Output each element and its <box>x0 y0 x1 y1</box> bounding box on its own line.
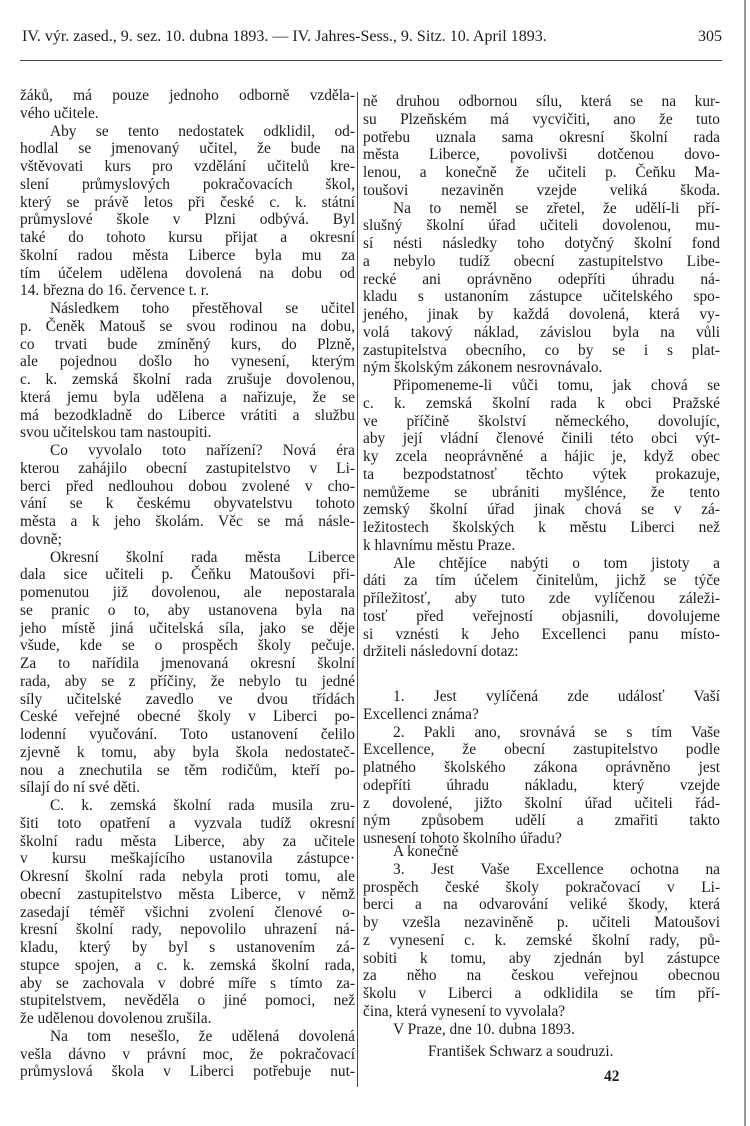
text-line: usnesení tohoto školního úřadu? <box>363 830 562 847</box>
text-line: svou učitelskou tam nastoupiti. <box>20 424 212 442</box>
text-line: ležitostech školských k městu Liberci než <box>363 519 720 536</box>
text-line: ným způsobem udělí a zmařiti takto <box>363 812 720 830</box>
text-line: jeného, jinak by každá dovolená, která vy- <box>363 306 720 323</box>
text-line: stupitelstvem, nevěděla o jiné pomoci, než <box>20 992 355 1010</box>
text-line: příležitosť, aby tuto zde vylíčenou záleži- <box>363 590 720 607</box>
text-line: a nebylo tudíž obecní zastupitelstvo Libe- <box>363 252 720 270</box>
text-line: odepříti úhradu nákladu, který vzejde <box>363 776 720 794</box>
text-line: Za to nařídila jmenovaná okresní školní <box>20 655 355 672</box>
text-line: stupce spojen, a c. k. zemská školní rada, <box>20 956 355 974</box>
text-line: si vznésti k Jeho Excellenci panu místo- <box>363 625 720 643</box>
text-line: Ceské veřejné obecné školy v Liberci po- <box>20 708 355 726</box>
print-number: 42 <box>604 1068 620 1085</box>
text-line: tím účelem udělena dovolená na dobu od <box>20 264 355 282</box>
text-line: volá takový náklad, závislou byla na vůli <box>363 323 720 341</box>
right-column-final-question <box>363 843 720 1038</box>
text-line: Excellenci známa? <box>363 705 479 723</box>
text-line: čina, která vynesení to vyvolala? <box>363 1002 566 1020</box>
text-line: ale pojednou došlo ho vynesení, kterým <box>20 353 355 371</box>
text-line: sílají do ní své děti. <box>20 779 141 797</box>
page-number: 305 <box>698 28 722 45</box>
text-line: by vzešla nezaviněně p. učiteli Matoušovi <box>363 914 720 931</box>
text-line: berci před nedlouhou dobou zvolené v cho- <box>20 477 355 495</box>
text-line: ně druhou odbornou sílu, která se na kur- <box>363 93 720 110</box>
text-line: potřebu uznala sama okresní školní rada <box>363 128 720 146</box>
text-line: držiteli následovní dotaz: <box>363 643 519 661</box>
text-line: aby se zachovala v dobré míře s tímto za- <box>20 974 355 992</box>
text-line: také do tohoto kursu přijat a okresní <box>20 229 355 246</box>
text-line: A konečně <box>393 843 459 860</box>
text-line: lenou, a konečně že učiteli p. Čeňku Ma- <box>363 164 720 181</box>
text-line: průmyslové škole v Plzni odbývá. Byl <box>20 211 355 229</box>
text-line: k hlavnímu městu Praze. <box>363 536 516 554</box>
text-line: v kursu meškajícího ustanovila zástupce· <box>20 850 355 868</box>
text-line: jeho místě jiná učitelská síla, jako se děje <box>20 619 355 637</box>
text-line: se pranic o to, aby ustanovena byla na <box>20 601 355 619</box>
text-line: Okresní školní rada nebyla proti tomu, ale <box>20 868 355 885</box>
text-line: města a k jeho školám. Věc se má násle- <box>20 513 355 530</box>
text-line: sobiti k tomu, aby zjednán byl zástupce <box>363 949 720 967</box>
running-title: IV. výr. zased., 9. sez. 10. dubna 1893. — IV. Jahres-Sess., 9. Sitz. 10. April 1893. <box>22 28 547 45</box>
right-column-body <box>363 93 720 661</box>
text-line: zemský školní úřad jinak chová se v zá- <box>363 501 720 519</box>
text-line: c. k. zemská školní rada zrušuje dovolenou, <box>20 371 355 388</box>
text-line: rada, aby se z příčiny, že nebylo tu jedné <box>20 672 355 690</box>
text-line: slušný školní úřad učiteli dovolenou, mu- <box>363 217 720 235</box>
text-line: zasedají téměř všichni zvolení členové o- <box>20 903 355 921</box>
text-line: Aby se tento nedostatek odklidil, od- <box>50 122 355 140</box>
text-line: recké ani oprávněno odepříti úhradu ná- <box>363 270 720 288</box>
text-line: školní radu města Liberce, aby za učitele <box>20 832 355 850</box>
text-line: dáti za tím účelem činitelům, jichž se týče <box>363 572 720 590</box>
left-column <box>20 87 355 1081</box>
text-line: za něho na českou veřejnou obecnou <box>363 967 720 985</box>
text-line: sí nésti následky toho dotyčný školní fond <box>363 235 720 252</box>
text-line: nou a znechutila se těm rodičům, kteří po- <box>20 761 355 779</box>
text-line: dovně; <box>20 530 62 548</box>
text-line: Na tom nesešlo, že udělená dovolená <box>50 1027 355 1045</box>
text-line: všude, kde se o prospěch školy pečuje. <box>20 637 355 655</box>
text-line: šiti toto opatření a vyzvala tudíž okresní <box>20 814 355 832</box>
text-line: kladu s ustanoním zástupce učitelského spo- <box>363 288 720 306</box>
text-line: z vynesení c. k. zemské školní rady, pů- <box>363 931 720 949</box>
text-line: ve příčině školství německého, dovolujíc, <box>363 412 720 430</box>
text-line: Excellence, že obecní zastupitelstvo podle <box>363 741 720 759</box>
text-line: která jemu byla udělena a nařizuje, že se <box>20 388 355 406</box>
text-line: který se právě letos při české c. k. státní <box>20 193 355 211</box>
text-line: ta bezpodstatnosť těchto výtek prokazuje, <box>363 465 720 483</box>
text-line: má bezodkladně do Liberce vrátiti a službu <box>20 406 355 424</box>
text-line: kterou zahájilo obecní zastupitelstvo v Li- <box>20 459 355 477</box>
text-line: su Plzeňském má vycvičiti, ano že tuto <box>363 110 720 128</box>
text-line: 2. Pakli ano, srovnává se s tím Vaše <box>393 723 720 741</box>
text-line: z dovolené, jižto školní úřad učiteli řád- <box>363 794 720 812</box>
text-line: berci a na odvarování veliké škody, která <box>363 896 720 914</box>
text-line: co trvati bude zmíněný kurs, do Plzně, <box>20 335 355 353</box>
text-line: c. k. zemská školní rada k obci Pražské <box>363 394 720 412</box>
text-line: lodenní vyučování. Toto ustanovení čelilo <box>20 726 355 743</box>
text-line: hodlal se jmenovaný učitel, že bude na <box>20 140 355 158</box>
text-line: toušovi nezaviněn vzejde veliká škoda. <box>363 181 720 199</box>
text-line: ky zcela neoprávněné a hájic je, když obec <box>363 448 720 465</box>
text-line: síly učitelské zavedlo ve dvou třídách <box>20 690 355 708</box>
text-line: p. Čeněk Matouš se svou rodinou na dobu, <box>20 317 355 335</box>
text-line: Na to neměl se zřetel, že udělí-li pří- <box>393 199 720 217</box>
text-line: Co vyvolalo toto nařízení? Nová éra <box>50 442 355 459</box>
text-line: 3. Jest Vaše Excellence ochotna na <box>393 860 720 878</box>
text-line: pomenutou již dovolenou, ale nepostarala <box>20 584 355 601</box>
signature: František Schwarz a soudruzi. <box>428 1043 614 1060</box>
text-line: Připomeneme-li vůči tomu, jak chová se <box>393 377 720 394</box>
text-line: školu v Liberci a odklidila se tím pří- <box>363 985 720 1002</box>
page-edge <box>744 0 746 1126</box>
text-line: ným školským zákonem nesrovnávalo. <box>363 359 603 377</box>
text-line: Okresní školní rada města Liberce <box>50 548 355 566</box>
text-line: C. k. zemská školní rada musila zru- <box>50 797 355 814</box>
text-line: města Liberce, povolivši dotčenou dovo- <box>363 146 720 164</box>
text-line: obecní zastupitelstvo města Liberce, v němž <box>20 885 355 903</box>
text-line: kladu, který by byl s ustanovením zá- <box>20 939 355 956</box>
text-line: tosť před veřejností objasnili, dovolujeme <box>363 607 720 625</box>
text-line: vání se k českému obyvatelstvu tohoto <box>20 495 355 513</box>
text-line: vešla dávno v právní moc, že pokračovací <box>20 1045 355 1063</box>
text-line: kresní školní rady, nepovolilo uhrazení ná- <box>20 921 355 939</box>
text-line: nemůžeme se ubrániti myšlénce, že tento <box>363 483 720 501</box>
text-line: V Praze, dne 10. dubna 1893. <box>393 1020 575 1038</box>
text-line: že udělenou dovolenou zrušila. <box>20 1010 212 1027</box>
text-line: vého učitele. <box>20 104 99 122</box>
text-line: 1. Jest vylíčená zde událosť Vaší <box>393 688 720 705</box>
text-line: vštěvovati kurs pro vzdělání učitelů kre- <box>20 158 355 175</box>
text-line: zjevně k tomu, aby byla škola nedostateč- <box>20 743 355 761</box>
text-line: 14. března do 16. července t. r. <box>20 282 209 300</box>
column-divider <box>357 92 358 1087</box>
running-header <box>22 28 722 52</box>
text-line: slení průmyslových pokračovacích škol, <box>20 175 355 193</box>
text-line: Ale chtějíce nabýti o tom jistoty a <box>393 554 720 572</box>
text-line: žáků, má pouze jednoho odborně vzděla- <box>20 87 355 104</box>
right-column-questions <box>363 688 720 848</box>
text-line: aby její vládní členové činili této obci výt- <box>363 430 720 448</box>
text-line: zastupitelstva obecního, co by se i s plat- <box>363 341 720 359</box>
text-line: Následkem toho přestěhoval se učitel <box>50 300 355 317</box>
text-line: školní radou města Liberce byla mu za <box>20 246 355 264</box>
header-rule <box>20 60 722 61</box>
text-line: průmyslová škola v Liberci potřebuje nut- <box>20 1063 355 1081</box>
text-line: prospěch české školy pokračovací v Li- <box>363 878 720 896</box>
text-line: dala sice učiteli p. Čeňku Matoušovi při- <box>20 566 355 584</box>
text-line: platného školského zákona oprávněno jest <box>363 759 720 776</box>
